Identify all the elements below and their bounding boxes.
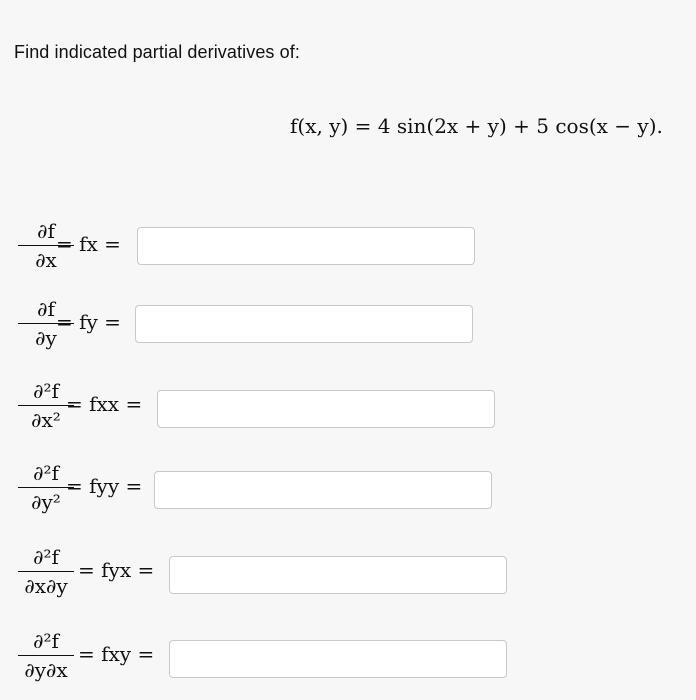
derivative-label: fxy — [101, 642, 132, 666]
fraction-d2f-dydx — [18, 628, 74, 683]
equals-label-fyx: = fyx = — [78, 558, 155, 582]
fraction-numerator: ∂²f — [33, 545, 59, 569]
fraction-numerator: ∂²f — [33, 379, 59, 403]
fraction-denominator: ∂x² — [31, 408, 61, 432]
derivative-label: fyx — [101, 558, 132, 582]
fraction-numerator: ∂f — [37, 219, 55, 243]
fraction-numerator: ∂²f — [33, 629, 59, 653]
answer-input-fxy[interactable] — [169, 640, 507, 678]
answer-input-fx[interactable] — [137, 227, 475, 265]
fraction-d2f-dxdy — [18, 544, 74, 599]
fraction-denominator: ∂x — [35, 248, 57, 272]
derivative-row-fyy — [18, 460, 498, 520]
derivative-label: fxx — [89, 392, 120, 416]
equals-label-fxy: = fxy = — [78, 642, 155, 666]
derivative-label: fx — [79, 232, 98, 256]
derivative-label: fy — [79, 310, 98, 334]
answer-input-fyy[interactable] — [154, 471, 492, 509]
equals-label-fyy: = fyy = — [66, 474, 143, 498]
fraction-denominator: ∂y — [35, 326, 57, 350]
function-formula-text: f(x, y) = 4 sin(2x + y) + 5 cos(x − y). — [290, 114, 663, 138]
derivative-row-fxy — [18, 628, 513, 688]
answer-input-fxx[interactable] — [157, 390, 495, 428]
derivative-label: fyy — [89, 474, 120, 498]
derivative-row-fx — [18, 218, 478, 278]
derivative-row-fy — [18, 296, 478, 356]
answer-input-fyx[interactable] — [169, 556, 507, 594]
function-formula — [290, 114, 663, 138]
fraction-denominator: ∂y² — [31, 490, 61, 514]
fraction-numerator: ∂f — [37, 297, 55, 321]
equals-label-fx: = fx = — [56, 232, 121, 256]
fraction-denominator: ∂y∂x — [24, 658, 68, 682]
fraction-denominator: ∂x∂y — [24, 574, 68, 598]
answer-input-fy[interactable] — [135, 305, 473, 343]
derivative-row-fxx — [18, 378, 498, 438]
question-prompt: Find indicated partial derivatives of: — [14, 42, 300, 62]
derivative-row-fyx — [18, 544, 513, 604]
equals-label-fxx: = fxx = — [66, 392, 143, 416]
fraction-numerator: ∂²f — [33, 461, 59, 485]
equals-label-fy: = fy = — [56, 310, 121, 334]
